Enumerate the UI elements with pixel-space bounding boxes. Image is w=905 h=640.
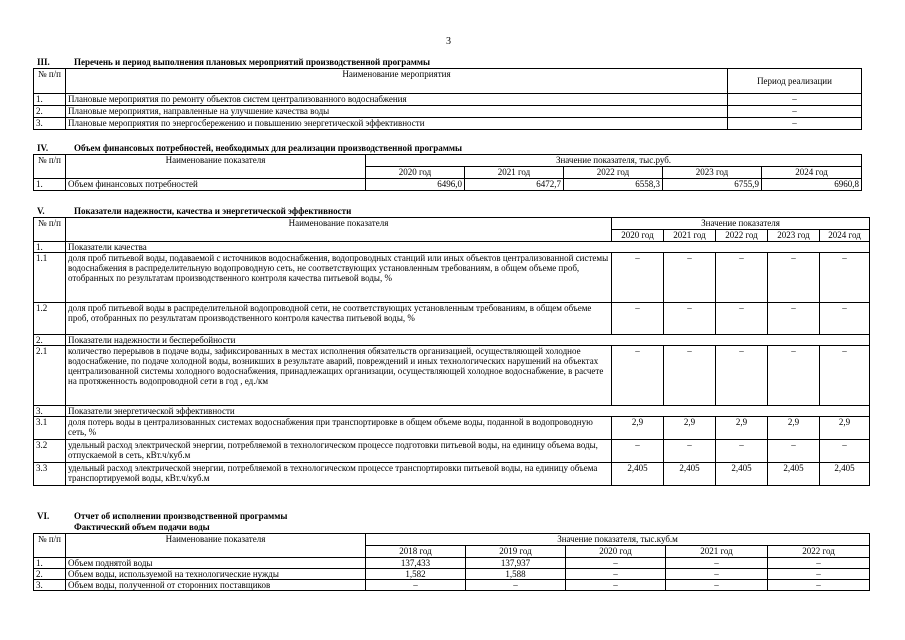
col-header-num: № п/п: [34, 218, 66, 242]
year-header: 2019 год: [466, 546, 566, 558]
table-row: 1. Плановые мероприятия по ремонту объектов систем централизованного водоснабжения –: [34, 94, 862, 106]
year-header: 2023 год: [768, 230, 820, 242]
table-row: 3.3 удельный расход электрической энергии, потребляемой в технологическом процессе транспортировки питьевой воды, на единицу объема транспортируемой воды, кВт.ч/куб.м 2,405 2,405 2,405 2,405 2,405: [34, 463, 870, 486]
year-header: 2022 год: [564, 167, 663, 179]
table-planned-measures: [33, 68, 862, 130]
table-row: 1. Объем поднятой воды 137,433 137,937 – – –: [34, 558, 870, 569]
section-4-heading: Объем финансовых потребностей, необходимых для реализации производственной программы: [74, 143, 463, 153]
section-4-number: IV.: [37, 143, 49, 153]
col-header-name: Наименование мероприятия: [66, 69, 728, 94]
section-5-title: [37, 206, 351, 216]
year-header: 2021 год: [664, 230, 716, 242]
table-row: 1. Объем финансовых потребностей 6496,0 6472,7 6558,3 6755,9 6960,8: [34, 179, 862, 191]
section-6-heading: Отчет об исполнении производственной программы: [74, 511, 288, 521]
col-header-num: № п/п: [34, 534, 66, 558]
table-row: 3.1 доля потерь воды в централизованных системах водоснабжения при транспортировке в общем объеме воды, поданной в водопроводную сеть, % 2,9 2,9 2,9 2,9 2,9: [34, 417, 870, 440]
table-row: 1.1 доля проб питьевой воды, подаваемой с источников водоснабжения, водопроводных станций или иных объектов централизованной системы водоснабжения в распределительную водопроводную сеть, не соответствующих установленным требованиям, в общем объеме проб, отобранных по результатам производственного контроля качества питьевой воды, % – – – – –: [34, 253, 870, 303]
table-row: 2. Плановые мероприятия, направленные на улучшение качества воды –: [34, 106, 862, 118]
year-header: 2021 год: [465, 167, 564, 179]
section-6-number: VI.: [37, 511, 50, 521]
col-header-value: Значение показателя, тыс.куб.м: [366, 534, 870, 546]
col-header-name: Наименование показателя: [66, 534, 366, 558]
year-header: 2018 год: [366, 546, 466, 558]
year-header: 2020 год: [612, 230, 664, 242]
section-3-title: [37, 57, 430, 67]
year-header: 2024 год: [820, 230, 870, 242]
year-header: 2023 год: [663, 167, 762, 179]
year-header: 2022 год: [716, 230, 768, 242]
table-row: 2.1 количество перерывов в подаче воды, зафиксированных в местах исполнения обязательств организацией, осуществляющей холодное водоснабжение, по подаче холодной воды, возникших в результате аварий, повреждений и иных технологических нарушений на объектах централизованной системы холодного водоснабжения, принадлежащих организации, осуществляющей холодное водоснабжение, в расчете на протяженность водопроводной сети в год , ед./км – – – – –: [34, 346, 870, 406]
group-row: 1. Показатели качества: [34, 242, 870, 253]
col-header-num: № п/п: [34, 155, 66, 179]
col-header-name: Наименование показателя: [66, 155, 366, 179]
col-header-value: Значение показателя, тыс.руб.: [366, 155, 862, 167]
table-row: 3.2 удельный расход электрической энергии, потребляемой в технологическом процессе подготовки питьевой воды, на единицу объема воды, отпускаемой в сеть, кВт.ч/куб.м – – – – –: [34, 440, 870, 463]
section-5-heading: Показатели надежности, качества и энергетической эффективности: [74, 206, 352, 216]
section-4-title: [37, 143, 462, 153]
section-6-subtitle: Фактический объем подачи воды: [74, 522, 210, 532]
year-header: 2022 год: [768, 546, 870, 558]
table-row: 3. Плановые мероприятия по энергосбережению и повышению энергетической эффективности –: [34, 118, 862, 130]
col-header-period: Период реализации: [728, 69, 862, 94]
table-row: 2. Объем воды, используемой на технологические нужды 1,582 1,588 – – –: [34, 569, 870, 580]
section-3-heading: Перечень и период выполнения плановых мероприятий производственной программы: [74, 57, 431, 67]
page-number: 3: [446, 36, 451, 47]
year-header: 2024 год: [762, 167, 862, 179]
table-financial-needs: [33, 154, 862, 191]
group-row: 3. Показатели энергетической эффективности: [34, 406, 870, 417]
col-header-name: Наименование показателя: [66, 218, 612, 242]
year-header: 2021 год: [666, 546, 768, 558]
year-header: 2020 год: [366, 167, 465, 179]
table-row: 3. Объем воды, полученной от сторонних поставщиков – – – – –: [34, 580, 870, 591]
table-indicators: [33, 217, 870, 486]
col-header-value: Значение показателя: [612, 218, 870, 230]
table-water-supply: [33, 533, 870, 591]
section-3-number: III.: [37, 57, 50, 67]
col-header-num: № п/п: [34, 69, 66, 94]
section-6-title: [37, 511, 287, 521]
year-header: 2020 год: [566, 546, 666, 558]
group-row: 2. Показатели надежности и бесперебойности: [34, 335, 870, 346]
table-row: 1.2 доля проб питьевой воды в распределительной водопроводной сети, не соответствующих установленным требованиям, в общем объеме проб, отобранных по результатам производственного контроля качества питьевой воды, % – – – – –: [34, 303, 870, 335]
section-5-number: V.: [37, 206, 45, 216]
